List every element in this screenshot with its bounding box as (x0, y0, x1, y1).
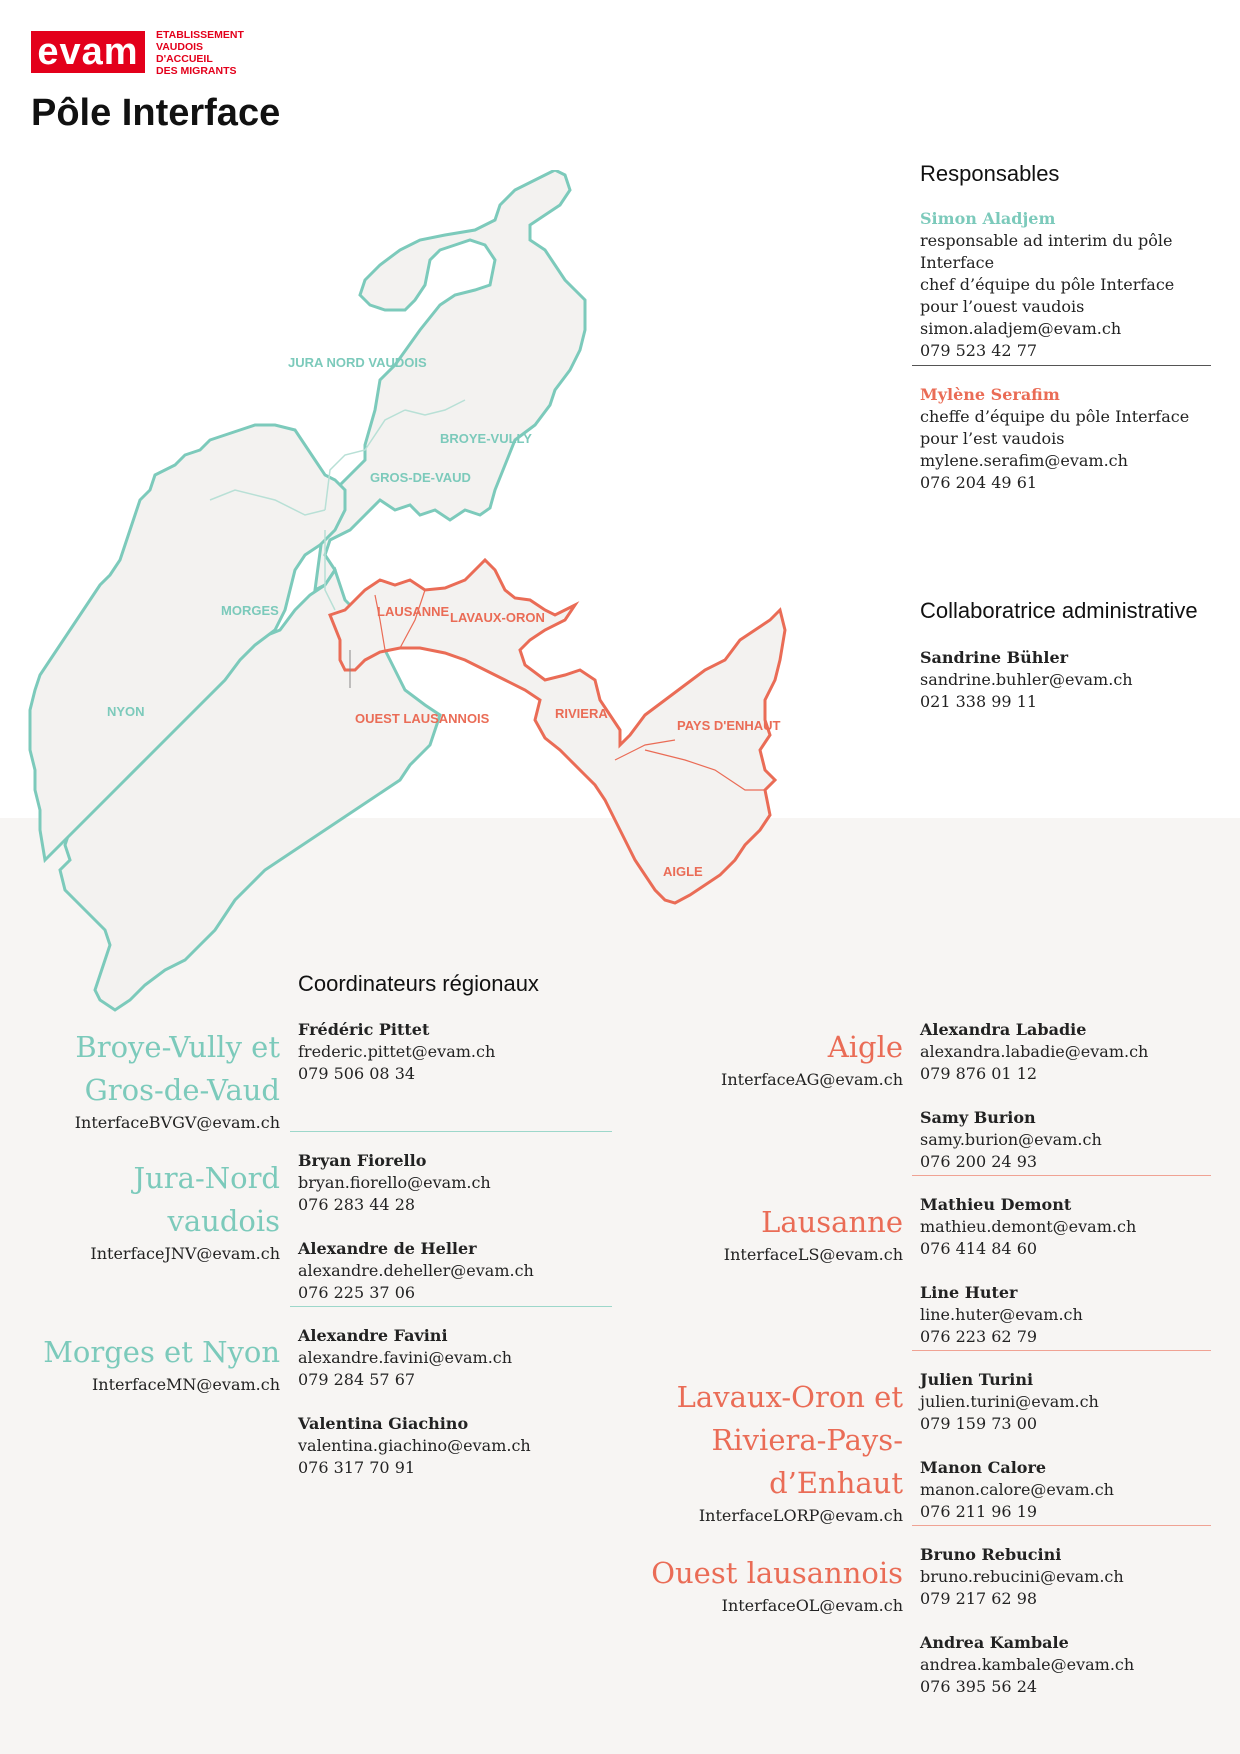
contact-person: Alexandre Favini alexandre.favini@evam.ch 079 284 57 67 (298, 1325, 531, 1391)
region-jura-nord-vaudois: Jura-Nord vaudois InterfaceJNV@evam.ch (90, 1161, 280, 1263)
contacts-jura-nord-vaudois (298, 1150, 534, 1304)
map-label-riviera: RIVIERA (555, 706, 608, 721)
contact-person: Alexandre de Heller alexandre.deheller@evam.ch 076 225 37 06 (298, 1239, 534, 1302)
map-label-gros-de-vaud: GROS-DE-VAUD (370, 470, 471, 485)
contact-person: Mathieu Demont mathieu.demont@evam.ch 076 414 84 60 (920, 1195, 1137, 1258)
canton-vaud-map (25, 170, 895, 1020)
map-label-pays-d-enhaut: PAYS D'ENHAUT (677, 718, 781, 733)
admin-name: Sandrine Bühler (920, 648, 1069, 667)
email-link[interactable]: mylene.serafim@evam.ch (920, 451, 1128, 470)
responsable-mylene: Mylène Serafim cheffe d’équipe du pôle Interface pour l’est vaudois mylene.serafim@evam.ch 076 204 49 61 (920, 385, 1190, 492)
region-email[interactable]: InterfaceLS@evam.ch (723, 1245, 903, 1264)
email-link[interactable]: bruno.rebucini@evam.ch (920, 1567, 1124, 1586)
contacts-ouest-lausannois (920, 1544, 1134, 1698)
page-title: Pôle Interface (31, 92, 281, 134)
contacts-lausanne (920, 1194, 1136, 1348)
email-link[interactable]: julien.turini@evam.ch (920, 1392, 1099, 1411)
divider (290, 1131, 612, 1132)
email-link[interactable]: frederic.pittet@evam.ch (298, 1042, 496, 1061)
map-label-broye-vully: BROYE-VULLY (440, 431, 532, 446)
map-label-nyon: NYON (107, 704, 145, 719)
divider (912, 1525, 1211, 1526)
responsable-name: Simon Aladjem (920, 209, 1056, 228)
email-link[interactable]: valentina.giachino@evam.ch (298, 1436, 531, 1455)
divider (912, 1175, 1211, 1176)
map-label-ouest-lausannois: OUEST LAUSANNOIS (355, 711, 490, 726)
email-link[interactable]: sandrine.buhler@evam.ch (920, 670, 1133, 689)
email-link[interactable]: alexandre.deheller@evam.ch (298, 1261, 534, 1280)
contact-person: Bryan Fiorello bryan.fiorello@evam.ch 076 283 44 28 (298, 1150, 534, 1216)
contacts-broye-gros-de-vaud (298, 1019, 495, 1107)
email-link[interactable]: samy.burion@evam.ch (920, 1130, 1102, 1149)
email-link[interactable]: andrea.kambale@evam.ch (920, 1655, 1135, 1674)
contact-person: Andrea Kambale andrea.kambale@evam.ch 076 395 56 24 (920, 1633, 1135, 1696)
region-lavaux-riviera: Lavaux-Oron et Riviera-Pays- d’Enhaut InterfaceLORP@evam.ch (676, 1380, 903, 1525)
logo-subtitle: ETABLISSEMENT VAUDOIS D'ACCUEIL DES MIGRANTS (156, 29, 244, 77)
email-link[interactable]: alexandra.labadie@evam.ch (920, 1042, 1149, 1061)
responsable-simon: Simon Aladjem responsable ad interim du pôle Interface chef d’équipe du pôle Interface pour l’ouest vaudois simon.aladjem@evam.ch 079 523 42 77 (920, 209, 1175, 360)
region-email[interactable]: InterfaceOL@evam.ch (721, 1596, 903, 1615)
contact-person: Frédéric Pittet frederic.pittet@evam.ch 079 506 08 34 (298, 1020, 496, 1083)
contact-person: Julien Turini julien.turini@evam.ch 079 159 73 00 (920, 1369, 1114, 1435)
map-label-morges: MORGES (221, 603, 279, 618)
contacts-morges-nyon (298, 1325, 531, 1479)
map-west-region (315, 170, 585, 590)
contacts-lavaux-riviera (920, 1369, 1114, 1523)
responsables-heading: Responsables (920, 161, 1060, 186)
region-email[interactable]: InterfaceAG@evam.ch (721, 1070, 903, 1089)
region-email[interactable]: InterfaceLORP@evam.ch (698, 1506, 903, 1525)
map-label-jura-nord-vaudois: JURA NORD VAUDOIS (288, 355, 427, 370)
logo-wordmark: evam (31, 31, 145, 73)
region-lausanne: Lausanne InterfaceLS@evam.ch (723, 1205, 903, 1264)
region-broye-gros-de-vaud: Broye-Vully et Gros-de-Vaud InterfaceBVGV@evam.ch (74, 1030, 280, 1132)
region-email[interactable]: InterfaceJNV@evam.ch (90, 1244, 280, 1263)
divider (912, 365, 1211, 366)
admin-heading: Collaboratrice administrative (920, 598, 1198, 623)
responsable-name: Mylène Serafim (920, 385, 1060, 404)
region-email[interactable]: InterfaceBVGV@evam.ch (74, 1113, 280, 1132)
contact-person: Valentina Giachino valentina.giachino@evam.ch 076 317 70 91 (298, 1414, 531, 1477)
contact-person: Bruno Rebucini bruno.rebucini@evam.ch 079 217 62 98 (920, 1544, 1134, 1610)
region-ouest-lausannois: Ouest lausannois InterfaceOL@evam.ch (651, 1556, 903, 1615)
divider (290, 1306, 612, 1307)
region-aigle: Aigle InterfaceAG@evam.ch (721, 1030, 903, 1089)
email-link[interactable]: line.huter@evam.ch (920, 1305, 1083, 1324)
email-link[interactable]: manon.calore@evam.ch (920, 1480, 1114, 1499)
contact-person: Manon Calore manon.calore@evam.ch 076 211 96 19 (920, 1458, 1114, 1521)
coordinators-heading: Coordinateurs régionaux (298, 971, 539, 996)
admin-contact: Sandrine Bühler sandrine.buhler@evam.ch 021 338 99 11 (920, 648, 1133, 711)
map-label-lavaux-oron: LAVAUX-ORON (450, 610, 545, 625)
map-label-lausanne: LAUSANNE (377, 604, 450, 619)
email-link[interactable]: alexandre.favini@evam.ch (298, 1348, 513, 1367)
contact-person: Alexandra Labadie alexandra.labadie@evam.ch 079 876 01 12 (920, 1020, 1149, 1083)
email-link[interactable]: mathieu.demont@evam.ch (920, 1217, 1137, 1236)
region-email[interactable]: InterfaceMN@evam.ch (91, 1375, 280, 1394)
map-label-aigle: AIGLE (663, 864, 703, 879)
contact-person: Samy Burion samy.burion@evam.ch 076 200 24 93 (920, 1107, 1148, 1173)
email-link[interactable]: bryan.fiorello@evam.ch (298, 1173, 491, 1192)
divider (912, 1350, 1211, 1351)
contacts-aigle (920, 1019, 1148, 1173)
email-link[interactable]: simon.aladjem@evam.ch (920, 319, 1122, 338)
contact-person: Line Huter line.huter@evam.ch 076 223 62 79 (920, 1282, 1136, 1348)
region-morges-nyon: Morges et Nyon InterfaceMN@evam.ch (43, 1335, 280, 1394)
